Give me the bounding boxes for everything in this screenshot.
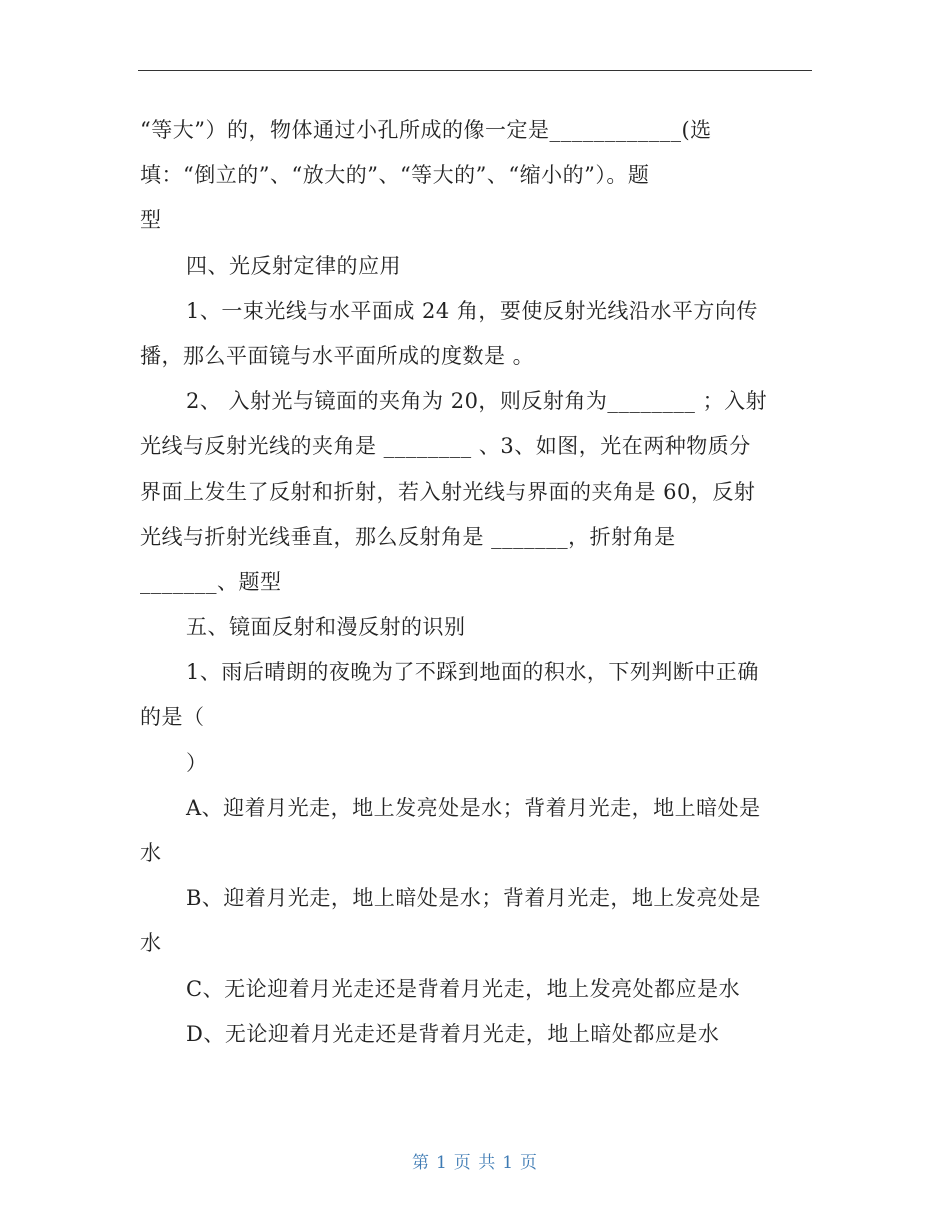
- text-line: 填：“倒立的”、“放大的”、“等大的”、“缩小的”）。题: [140, 163, 650, 188]
- text-line: ）: [186, 750, 208, 775]
- footer-middle: 页 共: [453, 1153, 497, 1173]
- option-b: B、迎着月光走，地上暗处是水；背着月光走，地上发亮处是: [186, 886, 761, 911]
- text-line: 水: [140, 841, 162, 865]
- footer-page-number: 1: [435, 1153, 448, 1173]
- section-heading: 五、镜面反射和漫反射的识别: [186, 615, 466, 640]
- text-line: 光线与反射光线的夹角是 ________ 、3、如图，光在两种物质分: [140, 434, 751, 459]
- footer-suffix: 页: [520, 1153, 539, 1173]
- question-line: 2、 入射光与镜面的夹角为 20，则反射角为________ ；入射: [186, 389, 768, 414]
- footer-prefix: 第: [411, 1153, 430, 1173]
- text-line: 水: [140, 931, 162, 956]
- option-d: D、无论迎着月光走还是背着月光走，地上暗处都应是水: [186, 1021, 720, 1046]
- header-rule: [138, 70, 812, 71]
- text-line: 界面上发生了反射和折射，若入射光线与界面的夹角是 60，反射: [140, 479, 756, 504]
- section-heading: 四、光反射定律的应用: [186, 253, 401, 278]
- footer-total-pages: 1: [502, 1153, 515, 1173]
- text-line: “等大”）的，物体通过小孔所成的像一定是____________(选: [140, 118, 712, 142]
- text-line: 播，那么平面镜与水平面所成的度数是 。: [140, 343, 535, 368]
- text-line: _______、题型: [140, 569, 282, 594]
- document-body: [140, 108, 812, 1057]
- text-line: 光线与折射光线垂直，那么反射角是 _______，折射角是: [140, 524, 676, 549]
- option-c: C、无论迎着月光走还是背着月光走，地上发亮处都应是水: [186, 976, 741, 1001]
- question-line: 1、一束光线与水平面成 24 角，要使反射光线沿水平方向传: [186, 298, 758, 323]
- text-line: 的是（: [140, 705, 205, 730]
- option-a: A、迎着月光走，地上发亮处是水；背着月光走，地上暗处是: [186, 795, 761, 820]
- text-line: 型: [140, 208, 162, 233]
- page-footer: [0, 1148, 950, 1173]
- question-line: 1、雨后晴朗的夜晚为了不踩到地面的积水，下列判断中正确: [186, 660, 759, 685]
